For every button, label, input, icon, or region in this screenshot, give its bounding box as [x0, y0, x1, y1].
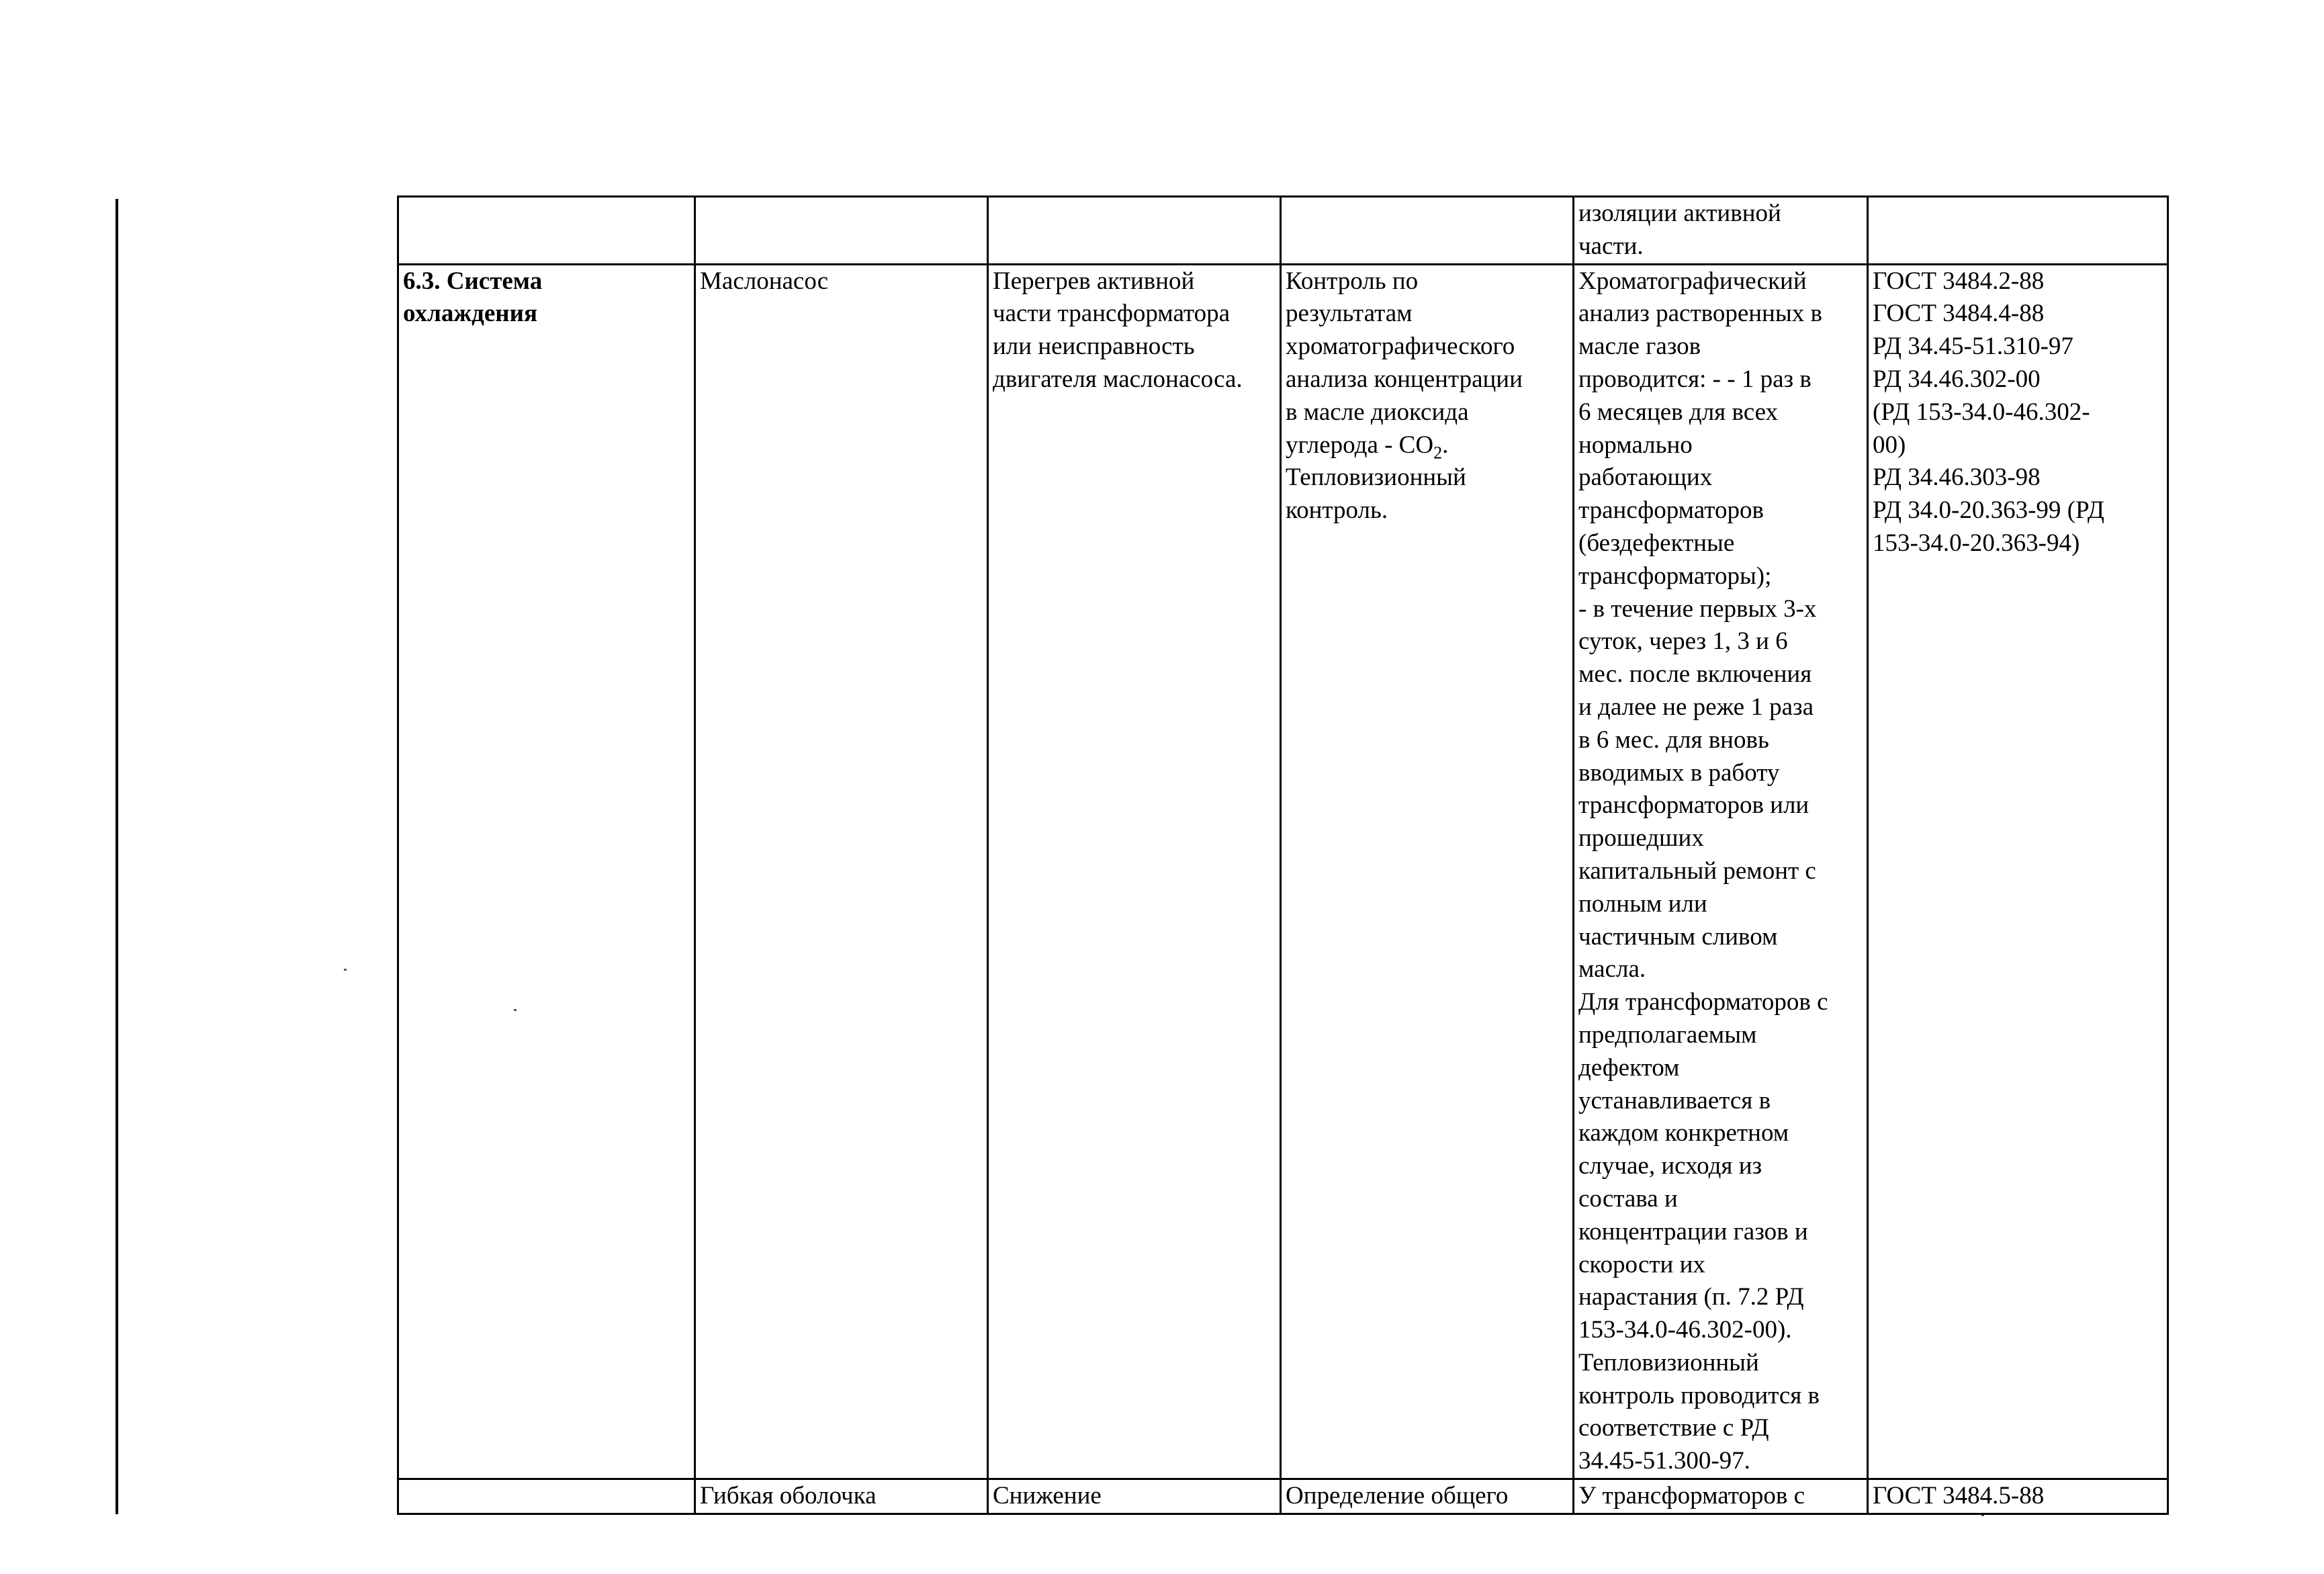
control-method-cell [1281, 264, 1574, 1479]
control-method-cell [1281, 197, 1574, 265]
periodicity-cell: Хроматографический анализ растворенных в масле газов проводится: - - 1 раз в 6 месяцев для всех нормально работающих трансформаторов (бездефектные трансформаторы); - в течение первых 3-х суток, через 1, 3 и 6 мес. после включения и далее не реже 1 раза в 6 мес. для вновь вводимых в работу трансформаторов или прошедших капитальный ремонт с полным или частичным сливом масла. Для трансформаторов с предполагаемым дефектом устанавливается в каждом конкретном случае, исходя из состава и концентрации газов и скорости их нарастания (п. 7.2 РД 153-34.0-46.302-00). Тепловизионный контроль проводится в соответствие с РД 34.45-51.300-97. [1574, 264, 1868, 1479]
system-cell [398, 1479, 695, 1514]
defect-cell [988, 197, 1281, 265]
table-row [398, 197, 2168, 265]
periodicity-cell: У трансформаторов с [1574, 1479, 1868, 1514]
defect-cell: Перегрев активной части трансформатора или неисправность двигателя маслонасоса. [988, 264, 1281, 1479]
normative-docs-cell: ГОСТ 3484.5-88 [1868, 1479, 2168, 1514]
scan-speck [344, 969, 347, 971]
table-row [398, 1479, 2168, 1514]
control-method-text: Контроль по результатам хроматографического анализа концентрации в масле диоксида углерода - CO [1286, 267, 1523, 459]
inspection-table [397, 195, 2169, 1515]
control-method-cell: Определение общего [1281, 1479, 1574, 1514]
section-title-cell: 6.3. Система охлаждения [398, 264, 695, 1479]
normative-docs-cell [1868, 197, 2168, 265]
margin-rule [116, 199, 118, 1514]
element-cell: Гибкая оболочка [695, 1479, 988, 1514]
normative-docs-cell: ГОСТ 3484.2-88 ГОСТ 3484.4-88 РД 34.45-51.310-97 РД 34.46.302-00 (РД 153-34.0-46.302- 00) РД 34.46.303-98 РД 34.0-20.363-99 (РД 153-34.0-20.363-94) [1868, 264, 2168, 1479]
control-method-text-end: . Тепловизионный контроль. [1286, 431, 1466, 525]
periodicity-cell: изоляции активной части. [1574, 197, 1868, 265]
defect-cell: Снижение [988, 1479, 1281, 1514]
co2-subscript: 2 [1433, 442, 1443, 462]
element-cell [695, 197, 988, 265]
table-row [398, 264, 2168, 1479]
element-cell: Маслонасос [695, 264, 988, 1479]
system-cell [398, 197, 695, 265]
